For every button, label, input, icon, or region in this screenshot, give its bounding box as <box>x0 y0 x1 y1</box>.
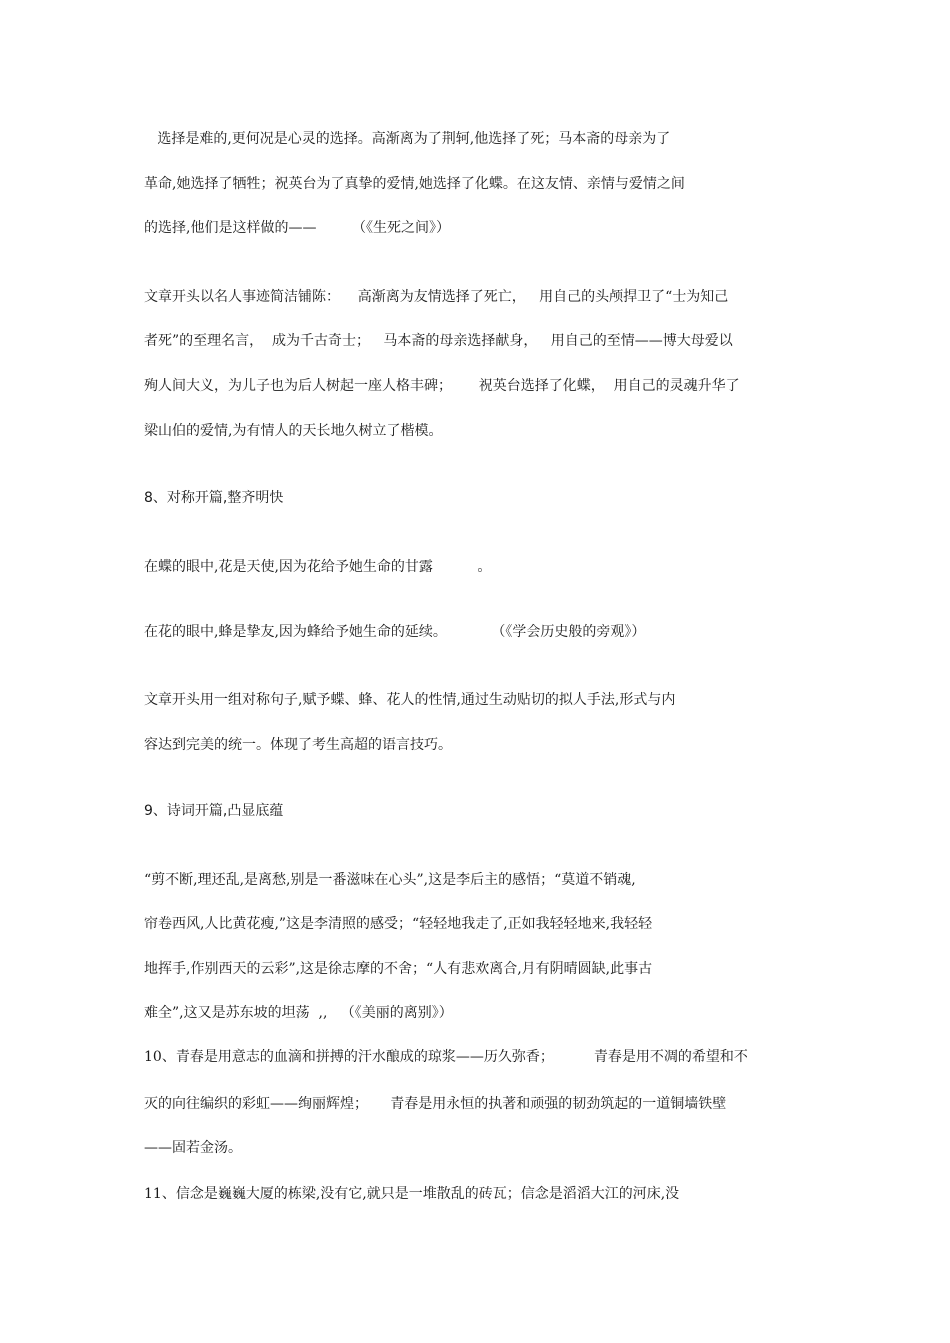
paragraph-line: 革命,她选择了牺牲；祝英台为了真挚的爱情,她选择了化蝶。在这友情、亲情与爱情之间 <box>144 176 685 192</box>
paragraph-line: 的选择,他们是这样做的—— （《生死之间》） <box>144 220 451 236</box>
paragraph-line: 殉人间大义，为儿子也为后人树起一座人格丰碑； 祝英台选择了化蝶， 用自己的灵魂升华了 <box>144 378 740 394</box>
paragraph-line: “剪不断,理还乱,是离愁,别是一番滋味在心头”,这是李后主的感悟；“莫道不销魂, <box>144 872 636 888</box>
paragraph-line: 地挥手,作别西天的云彩”,这是徐志摩的不舍；“人有悲欢离合,月有阴晴圆缺,此事古 <box>144 961 653 977</box>
paragraph-line: 梁山伯的爱情,为有情人的天长地久树立了楷模。 <box>144 423 443 439</box>
paragraph-line: 灭的向往编织的彩虹——绚丽辉煌； 青春是用永恒的执著和顽强的韧劲筑起的一道铜墙铁壁 <box>144 1096 727 1112</box>
paragraph-line: 11、信念是巍巍大厦的栋梁,没有它,就只是一堆散乱的砖瓦；信念是滔滔大江的河床,没 <box>144 1186 680 1202</box>
section-heading: 8、对称开篇,整齐明快 <box>144 490 284 506</box>
paragraph-line: 者死”的至理名言， 成为千古奇士； 马本斋的母亲选择献身， 用自己的至情——博大母爱以 <box>144 333 733 349</box>
paragraph-line: 10、青春是用意志的血滴和拼搏的汗水酿成的琼浆——历久弥香； 青春是用不凋的希望和不 <box>144 1049 748 1065</box>
paragraph-line: 难全”,这又是苏东坡的坦荡 ,, （《美丽的离别》） <box>144 1005 453 1021</box>
paragraph-line: 在花的眼中,蜂是挚友,因为蜂给予她生命的延续。 （《学会历史般的旁观》） <box>144 624 646 640</box>
paragraph-line: 文章开头用一组对称句子,赋予蝶、蜂、花人的性情,通过生动贴切的拟人手法,形式与内 <box>144 692 676 708</box>
paragraph-line: 容达到完美的统一。体现了考生高超的语言技巧。 <box>144 737 452 753</box>
paragraph-line: 选择是难的,更何况是心灵的选择。高渐离为了荆轲,他选择了死；马本斋的母亲为了 <box>144 131 671 147</box>
section-heading: 9、诗词开篇,凸显底蕴 <box>144 803 284 819</box>
paragraph-line: 文章开头以名人事迹简洁铺陈： 高渐离为友情选择了死亡， 用自己的头颅捍卫了“士为知己 <box>144 289 729 305</box>
paragraph-line: ——固若金汤。 <box>144 1140 242 1156</box>
paragraph-line: 在蝶的眼中,花是天使,因为花给予她生命的甘露 。 <box>144 559 492 575</box>
paragraph-line: 帘卷西风,人比黄花瘦,”这是李清照的感受；“轻轻地我走了,正如我轻轻地来,我轻轻 <box>144 916 653 932</box>
